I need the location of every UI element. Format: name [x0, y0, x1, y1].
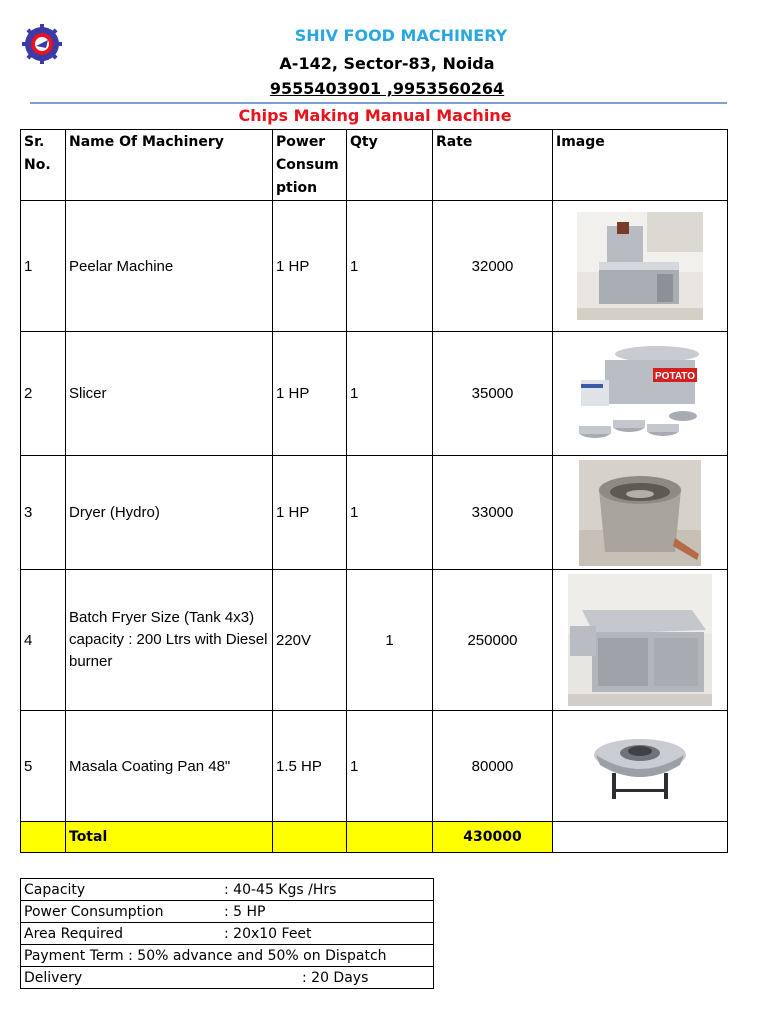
machinery-table: [20, 129, 728, 853]
table-row: [21, 332, 728, 456]
cell-sr: 4: [21, 570, 66, 711]
cell-sr: 3: [21, 456, 66, 570]
cell-rate: 250000: [433, 570, 553, 711]
cell-image: [553, 711, 728, 822]
table-row: [21, 711, 728, 822]
table-row: [21, 570, 728, 711]
header-name: Name Of Machinery: [66, 130, 273, 201]
spec-value: : 5 HP: [224, 903, 266, 920]
header-divider: [30, 102, 727, 104]
slicer-label-text: POTATO: [655, 370, 695, 382]
cell-power: 1.5 HP: [273, 711, 347, 822]
slicer-machine-photo: [575, 340, 705, 448]
spec-label: Capacity: [24, 881, 86, 898]
company-address: A-142, Sector-83, Noida: [279, 54, 495, 73]
cell-name: Batch Fryer Size (Tank 4x3) capacity : 200 Ltrs with Diesel burner: [66, 570, 273, 711]
cell-image: [553, 570, 728, 711]
company-phones: 9555403901 ,9953560264: [269, 79, 505, 98]
peeler-machine-photo: [577, 212, 703, 320]
cell-name: Slicer: [66, 332, 273, 456]
cell-qty: 1: [347, 570, 433, 711]
cell-power: 1 HP: [273, 332, 347, 456]
total-value: 430000: [433, 822, 553, 853]
spec-row: [21, 901, 434, 923]
spec-row: [21, 967, 434, 989]
cell-rate: 33000: [433, 456, 553, 570]
cell-name: Masala Coating Pan 48": [66, 711, 273, 822]
batch-fryer-photo: [568, 574, 712, 706]
coating-pan-photo: [592, 729, 688, 803]
spec-row: [21, 879, 434, 901]
cell-power: 1 HP: [273, 456, 347, 570]
cell-name: Dryer (Hydro): [66, 456, 273, 570]
cell-qty: 1: [347, 332, 433, 456]
cell-rate: 32000: [433, 201, 553, 332]
table-header-row: [21, 130, 728, 201]
total-empty-cell: [553, 822, 728, 853]
cell-image: [553, 332, 728, 456]
spec-label: Area Required: [24, 925, 123, 942]
hydro-dryer-photo: [579, 460, 701, 566]
total-empty-cell: [21, 822, 66, 853]
cell-image: [553, 456, 728, 570]
total-label: Total: [66, 822, 273, 853]
cell-qty: 1: [347, 201, 433, 332]
spec-row: [21, 923, 434, 945]
cell-image: [553, 201, 728, 332]
spec-label: Power Consumption: [24, 903, 164, 920]
cell-power: 220V: [273, 570, 347, 711]
cell-sr: 5: [21, 711, 66, 822]
header-image: Image: [553, 130, 728, 201]
specifications-table: [20, 878, 434, 989]
header-sr: Sr. No.: [21, 130, 66, 201]
cell-sr: 2: [21, 332, 66, 456]
cell-qty: 1: [347, 456, 433, 570]
cell-rate: 35000: [433, 332, 553, 456]
spec-value: : 20 Days: [302, 969, 369, 986]
spec-row: [21, 945, 434, 967]
table-row: [21, 456, 728, 570]
cell-power: 1 HP: [273, 201, 347, 332]
spec-value: : 40-45 Kgs /Hrs: [224, 881, 337, 898]
header-qty: Qty: [347, 130, 433, 201]
cell-name: Peelar Machine: [66, 201, 273, 332]
header-rate: Rate: [433, 130, 553, 201]
total-empty-cell: [347, 822, 433, 853]
total-row: [21, 822, 728, 853]
cell-qty: 1: [347, 711, 433, 822]
table-row: [21, 201, 728, 332]
cell-sr: 1: [21, 201, 66, 332]
header-power: Power Consum ption: [273, 130, 347, 201]
spec-label: Delivery: [24, 969, 83, 986]
spec-value: : 20x10 Feet: [224, 925, 312, 942]
total-empty-cell: [273, 822, 347, 853]
document-subtitle: Chips Making Manual Machine: [238, 106, 512, 125]
company-name: SHIV FOOD MACHINERY: [294, 26, 508, 45]
spec-label: Payment Term : 50% advance and 50% on Dispatch: [24, 947, 387, 964]
cell-rate: 80000: [433, 711, 553, 822]
